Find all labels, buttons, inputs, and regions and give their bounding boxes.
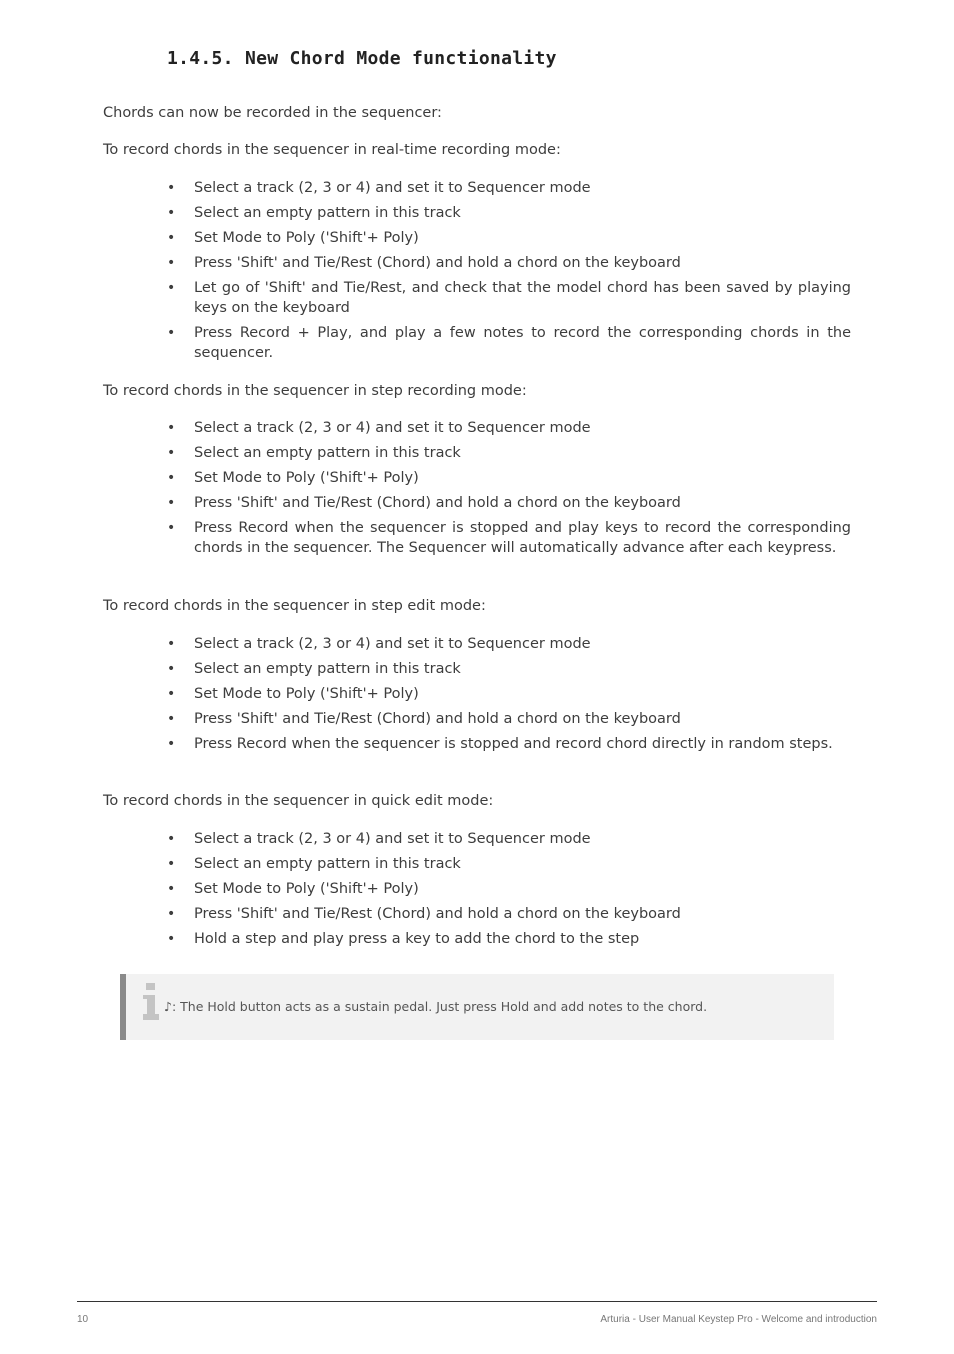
list-item (167, 443, 851, 463)
list-item (167, 323, 851, 363)
bullet-marker: • (167, 180, 176, 196)
list-item-text: Press 'Shift' and Tie/Rest (Chord) and hold a chord on the keyboard (194, 495, 681, 511)
bullet-marker: • (167, 520, 176, 536)
list-item (167, 854, 851, 874)
bullet-marker: • (167, 230, 176, 246)
bullet-marker: • (167, 445, 176, 461)
list-item (167, 929, 851, 949)
list-item (167, 634, 851, 654)
list-item-text: Press Record when the sequencer is stopped and record chord directly in random steps. (194, 736, 833, 752)
step-recording-lead: To record chords in the sequencer in step recording mode: (103, 383, 527, 399)
list-item (167, 228, 851, 248)
list-item-text: Set Mode to Poly ('Shift'+ Poly) (194, 686, 419, 702)
bullet-marker: • (167, 736, 176, 752)
list-item-text: Select an empty pattern in this track (194, 445, 461, 461)
list-item (167, 829, 851, 849)
bullet-marker: • (167, 205, 176, 221)
list-item-text: Select an empty pattern in this track (194, 205, 461, 221)
bullet-marker: • (167, 931, 176, 947)
list-item-text: Select a track (2, 3 or 4) and set it to Sequencer mode (194, 420, 591, 436)
list-item (167, 468, 851, 488)
bullet-marker: • (167, 661, 176, 677)
bullet-marker: • (167, 255, 176, 271)
footer-divider (77, 1301, 877, 1302)
step-recording-steps-list (167, 418, 851, 558)
footer-document-title: Arturia - User Manual Keystep Pro - Welcome and introduction (600, 1314, 877, 1325)
list-item-text: Press 'Shift' and Tie/Rest (Chord) and hold a chord on the keyboard (194, 255, 681, 271)
list-item (167, 518, 851, 558)
list-item-text: Hold a step and play press a key to add the chord to the step (194, 931, 640, 947)
list-item (167, 253, 851, 273)
list-item-text: Select a track (2, 3 or 4) and set it to Sequencer mode (194, 831, 591, 847)
bullet-marker: • (167, 686, 176, 702)
list-item (167, 684, 851, 704)
bullet-marker: • (167, 636, 176, 652)
realtime-steps-list (167, 178, 851, 363)
list-item (167, 734, 851, 754)
list-item-text: Select an empty pattern in this track (194, 661, 461, 677)
info-icon (142, 983, 160, 1023)
bullet-marker: • (167, 495, 176, 511)
list-item (167, 709, 851, 729)
list-item (167, 418, 851, 438)
list-item (167, 278, 851, 318)
bullet-marker: • (167, 470, 176, 486)
list-item-text: Press Record + Play, and play a few notes to record the corresponding chords in the sequencer. (194, 325, 851, 361)
list-item-text: Select an empty pattern in this track (194, 856, 461, 872)
list-item (167, 493, 851, 513)
bullet-marker: • (167, 420, 176, 436)
bullet-marker: • (167, 325, 176, 341)
note-text: ♪: The Hold button acts as a sustain pedal. Just press Hold and add notes to the chord. (164, 999, 708, 1014)
bullet-marker: • (167, 856, 176, 872)
page-number: 10 (77, 1314, 89, 1325)
bullet-marker: • (167, 280, 176, 296)
bullet-marker: • (167, 881, 176, 897)
bullet-marker: • (167, 831, 176, 847)
quick-edit-lead: To record chords in the sequencer in quick edit mode: (103, 793, 494, 809)
info-note-box (120, 974, 834, 1040)
list-item-text: Let go of 'Shift' and Tie/Rest, and check that the model chord has been saved by playing keys on the keyboard (194, 280, 851, 316)
step-edit-lead: To record chords in the sequencer in step edit mode: (103, 598, 486, 614)
list-item-text: Set Mode to Poly ('Shift'+ Poly) (194, 470, 419, 486)
list-item-text: Set Mode to Poly ('Shift'+ Poly) (194, 881, 419, 897)
list-item-text: Press 'Shift' and Tie/Rest (Chord) and hold a chord on the keyboard (194, 906, 681, 922)
list-item-text: Press 'Shift' and Tie/Rest (Chord) and hold a chord on the keyboard (194, 711, 681, 727)
list-item-text: Press Record when the sequencer is stopped and play keys to record the corresponding chords in the sequencer. The Sequencer will automatically advance after each keypress. (194, 520, 851, 556)
list-item-text: Select a track (2, 3 or 4) and set it to Sequencer mode (194, 636, 591, 652)
section-heading: 1.4.5. New Chord Mode functionality (167, 48, 557, 69)
list-item (167, 203, 851, 223)
list-item-text: Select a track (2, 3 or 4) and set it to Sequencer mode (194, 180, 591, 196)
intro-paragraph: Chords can now be recorded in the sequencer: (103, 105, 442, 121)
bullet-marker: • (167, 711, 176, 727)
list-item (167, 904, 851, 924)
list-item (167, 659, 851, 679)
list-item (167, 879, 851, 899)
bullet-marker: • (167, 906, 176, 922)
list-item-text: Set Mode to Poly ('Shift'+ Poly) (194, 230, 419, 246)
quick-edit-steps-list (167, 829, 851, 949)
realtime-lead: To record chords in the sequencer in real-time recording mode: (103, 142, 561, 158)
list-item (167, 178, 851, 198)
step-edit-steps-list (167, 634, 851, 754)
